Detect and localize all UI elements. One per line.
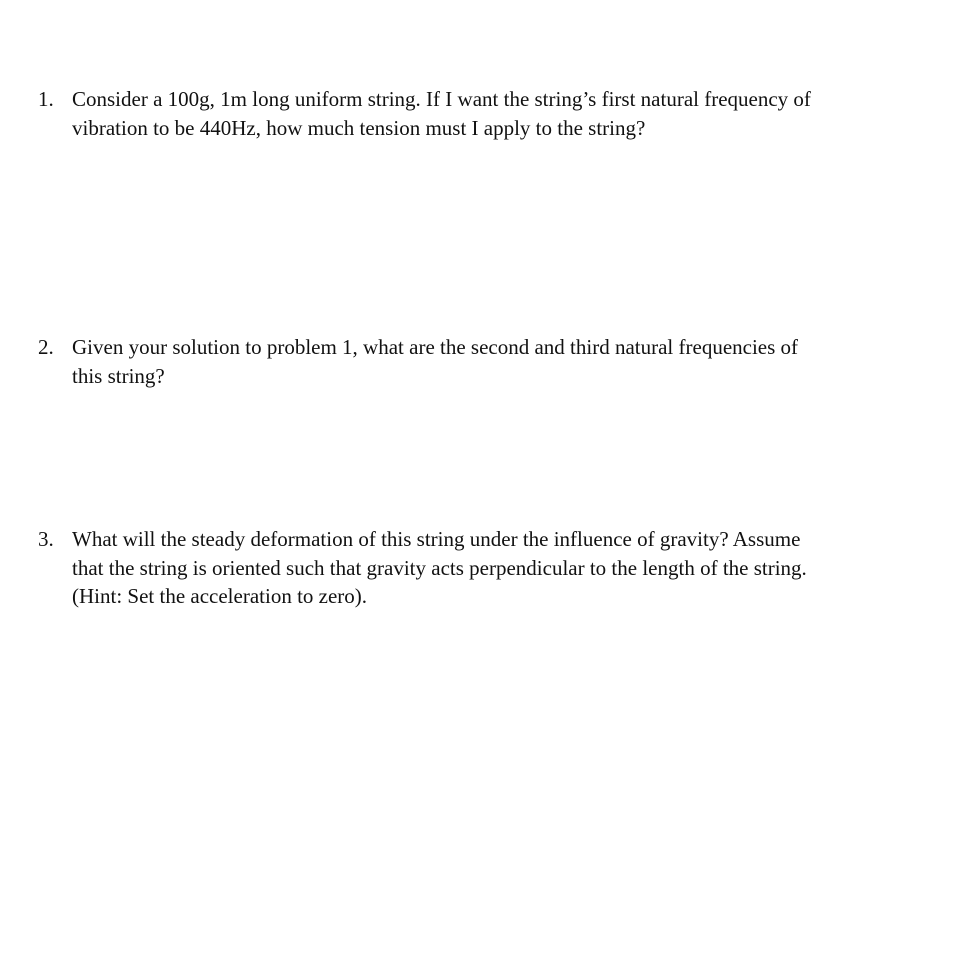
problem-3	[38, 525, 918, 611]
problem-number: 1.	[38, 87, 54, 111]
problem-2	[38, 333, 918, 390]
problem-number: 2.	[38, 335, 54, 359]
problem-text-line: vibration to be 440Hz, how much tension must I apply to the string?	[72, 115, 646, 140]
problem-text-line: that the string is oriented such that gravity acts perpendicular to the length of the string.	[72, 555, 807, 580]
problem-text-line: Consider a 100g, 1m long uniform string. If I want the string’s first natural frequency of	[72, 87, 811, 111]
problem-text	[72, 333, 918, 390]
problem-text	[72, 85, 918, 142]
problem-text-line: Given your solution to problem 1, what are the second and third natural frequencies of	[72, 335, 799, 359]
problem-text-line: this string?	[72, 363, 165, 388]
problem-1	[38, 85, 918, 142]
problem-text-line: (Hint: Set the acceleration to zero).	[72, 584, 368, 608]
problem-number: 3.	[38, 527, 54, 551]
problem-text-line: What will the steady deformation of this string under the influence of gravity? Assume	[72, 527, 801, 551]
problem-text	[72, 525, 918, 611]
